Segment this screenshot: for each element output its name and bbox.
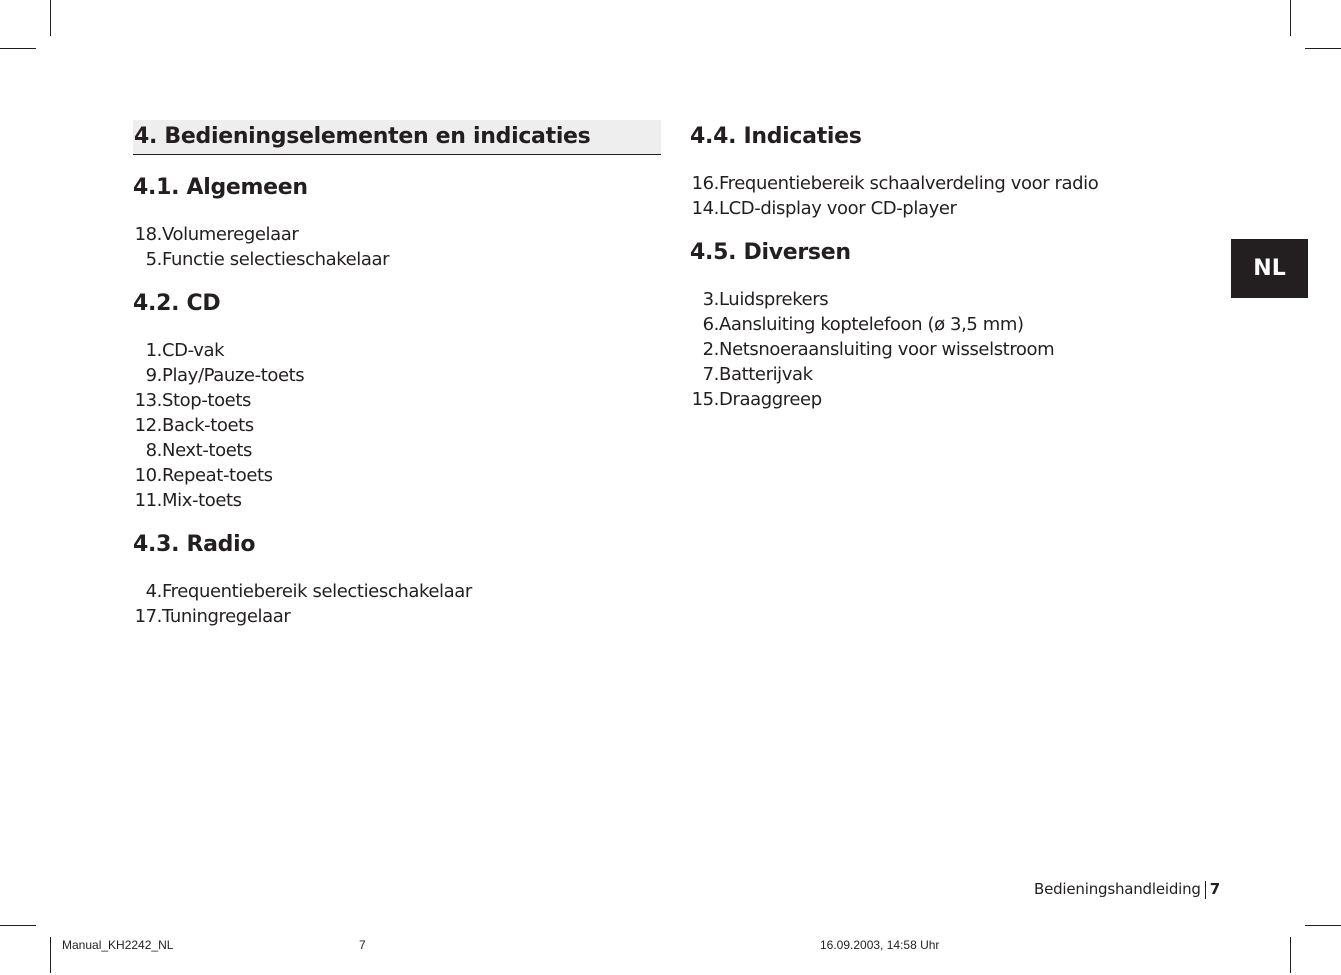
item-label: Batterijvak [719,364,813,385]
item-label: Mix-toets [162,490,242,511]
item-number: 1. [145,340,162,361]
list-item [133,363,661,388]
list-item [690,171,1210,196]
item-label: Luidsprekers [719,289,829,310]
item-label: Volumeregelaar [162,224,299,245]
crop-mark [0,48,36,49]
item-label: Play/Pauze-toets [162,365,305,386]
list-item [690,362,1210,387]
list-item [133,388,661,413]
item-list-diversen [690,287,1210,412]
chapter-heading: 4. Bedieningselementen en indicaties [133,120,661,155]
item-number: 17. [134,606,162,627]
item-number: 7. [702,364,719,385]
list-item [690,287,1210,312]
left-column [133,120,661,629]
crop-mark [1290,937,1291,973]
list-item [690,312,1210,337]
item-label: Aansluiting koptelefoon (ø 3,5 mm) [719,314,1024,335]
list-item [133,488,661,513]
list-item [133,338,661,363]
slug-page: 7 [359,938,366,952]
item-number: 9. [145,365,162,386]
section-heading-algemeen: 4.1. Algemeen [133,175,308,200]
item-number: 14. [691,198,719,219]
list-item [133,579,661,604]
crop-mark [50,937,51,973]
slug-timestamp: 16.09.2003, 14:58 Uhr [820,938,940,952]
list-item [690,196,1210,221]
item-label: Next-toets [162,440,253,461]
item-number: 10. [134,465,162,486]
item-number: 4. [145,581,162,602]
crop-mark [50,0,51,36]
item-number: 13. [134,390,162,411]
footer-label: Bedieningshandleiding [1033,880,1201,898]
item-list-radio [133,579,661,629]
item-number: 5. [145,249,162,270]
right-column [690,120,1210,412]
section-heading-cd: 4.2. CD [133,291,221,316]
list-item [133,413,661,438]
section-heading-diversen: 4.5. Diversen [690,240,851,265]
item-label: Stop-toets [162,390,251,411]
item-label: Draaggreep [719,389,822,410]
item-label: CD-vak [162,340,225,361]
list-item [133,463,661,488]
item-label: Tuningregelaar [162,606,291,627]
item-number: 3. [702,289,719,310]
list-item [133,222,661,247]
list-item [690,337,1210,362]
item-number: 18. [134,224,162,245]
crop-mark [1305,48,1341,49]
list-item [690,387,1210,412]
item-number: 2. [702,339,719,360]
footer-divider [1205,881,1206,899]
item-list-cd [133,338,661,513]
section-heading-radio: 4.3. Radio [133,532,256,557]
list-item [133,438,661,463]
crop-mark [0,925,36,926]
item-number: 15. [691,389,719,410]
item-label: Functie selectieschakelaar [162,249,390,270]
crop-mark [1290,0,1291,36]
item-label: Frequentiebereik schaalverdeling voor radio [719,173,1099,194]
section-heading-indicaties: 4.4. Indicaties [690,124,862,149]
item-number: 11. [134,490,162,511]
item-number: 6. [702,314,719,335]
item-number: 8. [145,440,162,461]
item-list-algemeen [133,222,661,272]
page-footer [1034,878,1220,900]
crop-mark [1305,925,1341,926]
item-label: LCD-display voor CD-player [719,198,957,219]
item-label: Back-toets [162,415,254,436]
language-tab: NL [1231,239,1308,298]
item-label: Netsnoeraansluiting voor wisselstroom [719,339,1055,360]
item-number: 16. [691,173,719,194]
list-item [133,604,661,629]
item-number: 12. [134,415,162,436]
slug-filename: Manual_KH2242_NL [62,938,174,952]
item-label: Repeat-toets [162,465,273,486]
page-number: 7 [1209,880,1220,898]
item-label: Frequentiebereik selectieschakelaar [162,581,472,602]
list-item [133,247,661,272]
item-list-indicaties [690,171,1210,221]
